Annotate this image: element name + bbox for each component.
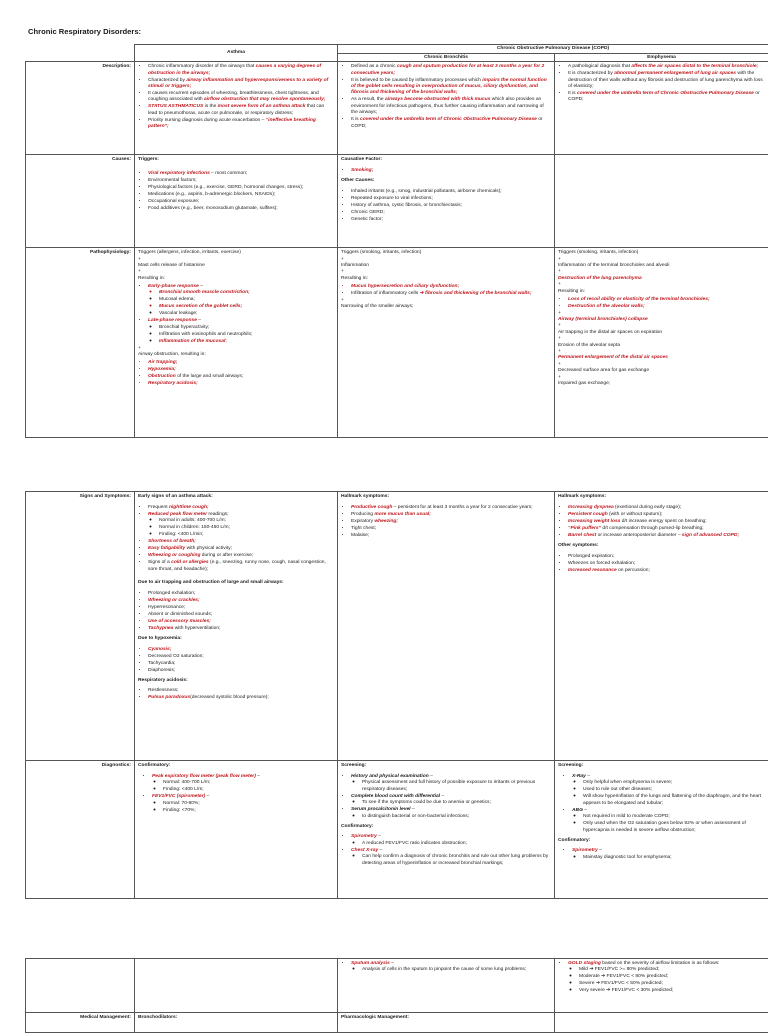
emphysema-diagnostics: Screening: • X-Ray – ◦ Only helpful when emphysema is severe; ◦ Used to rule out other diseases; ◦ Will show hyperinflation of the lungs and flattening of the diaphragm, and the heart appears to be elongated and tubular; • ABG – ◦ Not required in mild to moderate COPD; ◦ Only used when the O2 saturation goes below 92% or when assessment of hypercapnia is needed in severe airflow obstruction; Confirmatory: • Spirometry – ◦ Mainstay diagnostic tool for emphysema;: [555, 761, 768, 899]
bronchitis-diagnostics: Screening: • History and physical examination – ◦ Physical assessment and full history of possible exposure to irritants or previous respiratory diseases; • Complete blood count with differential – ◦ To see if the symptoms could be due to anemia or genetics; • Serum procalcitonin level – ◦ to distinguish bacterial or non-bacterial infections; Confirmatory: • Spirometry – ◦ A reduced FEV1/FVC ratio indicates obstruction; • Chest X-ray – ◦ Can help confirm a diagnosis of chronic bronchitis and rule out other lung problems by detecting areas of hyperinflation or increased bronchial markings;: [338, 761, 555, 899]
table-page-2: [25, 491, 768, 899]
table-page-3: [25, 958, 768, 1033]
header-emphysema: Emphysema: [555, 53, 768, 62]
row-label-pathophysiology: Pathophysiology:: [26, 248, 135, 438]
row-label-signs: Signs and Symptoms:: [26, 492, 135, 761]
emphysema-diagnostics-cont: • GOLD staging based on the severity of airflow limitation is as follows: ◦ Mild ➔ FEV1/FVC >= 80% predicted; ◦ Moderate ➔ FEV1/FVC < 80% predicted; ◦ Severe ➔ FEV1/FVC < 50% predicted; ◦ Very severe ➔ FEV1/FVC < 30% predicted;: [555, 959, 768, 1013]
row-label-diagnostics: Diagnostics:: [26, 761, 135, 899]
corner-cell: [26, 45, 135, 62]
emphysema-signs: Hallmark symptoms: • Increasing dyspnea (exertional during early stage); • Persistent cough (with or without sputum); • Increasing weight loss d/t increase energy spent on breathing; • “Pink puffers” d/t compensation through pursed-lip breathing; • Barrel chest or increase anteroposterior diameter – sign of advanced COPD; Other symptoms: • Prolonged expiration; • Wheezes on forced exhalation; • Increased resonance on percussion;: [555, 492, 768, 761]
row-label-medical-management: Medical Management:: [26, 1013, 135, 1033]
header-chronic-bronchitis: Chronic Bronchitis: [338, 53, 555, 62]
asthma-signs: Early signs of an asthma attack: • Frequent nighttime cough; • Reduced peak flow meter readings; ◦ Normal in adults: 400-700 L/m; ◦ Normal in children: 150-450 L/m; ◦ Finding: <400 L/min; • Shortness of breath; • Easy fatigability with physical activity; • Wheezing or coughing during or after exercise; • Signs of a cold or allergies (e.g., sneezing, runny nose, cough, nasal congestion, sore throat, and headache); Due to air trapping and obstruction of large and small airways: • Prolonged exhalation; • Wheezing or crackles; • Hyperresonance; • Absent or diminished sounds; • Use of accessory muscles; • Tachypnea with hyperventilation; Due to hypoxemia: • Cyanosis; • Decreased O2 saturation; • Tachycardia; • Diaphoresis; Respiratory acidosis: • Restlessness; • Pulsus paradoxus(decreased systolic blood pressure);: [135, 492, 338, 761]
asthma-description: • Chronic inflammatory disorder of the airways that causes a varying degrees of obstruction in the airways; • Characterized by airway inflammation and hyperresponsiveness to a variety of stimuli or triggers; • It causes recurrent episodes of wheezing, breathlessness, chest tightness, and coughing associated with airflow obstruction that may resolve spontaneously; • STATUS ASTHMATICUS is the most severe form of an asthma attack that can lead to pneumothorax, acute cor pulmonale, or respiratory distress; • Priority nursing diagnosis during acute exacerbation – “ineffective breathing pattern”;: [135, 62, 338, 155]
header-copd: Chronic Obstructive Pulmonary Disease (COPD): [338, 45, 768, 54]
continued-label-cell: [26, 959, 135, 1013]
asthma-diagnostics: Confirmatory: • Peak expiratory flow meter (peak flow meter) – ◦ Normal: 400-700 L/m; ◦ Finding: <400 L/m; • FEV1/FVC (spirometer) – ◦ Normal: 70-80%; ◦ Finding: <70%;: [135, 761, 338, 899]
bronchitis-description: • Defined as a chronic cough and sputum production for at least 3 months a year for 2 consecutive years; • It is believed to be caused by inflammatory processes which impairs the normal function of the goblet cells resulting in overproduction of mucus, ciliary dysfunction, and fibrosis and thickening of the bronchial walls; • As a result, the airways become obstructed with thick mucus which also provides an environment for infectious pathogens, thus further causing inflammation and narrowing of the airways; • It is covered under the umbrella term of Chronic Obstructive Pulmonary Disease or COPD;: [338, 62, 555, 155]
emphysema-description: • A pathological diagnosis that affects the air spaces distal to the terminal bronchiole; • It is characterized by abnormal permanent enlargement of lung air spaces with the destruction of their walls without any fibrosis and destruction of lung parenchyma with loss of elasticity; • It is covered under the umbrella term of Chronic Obstructive Pulmonary Disease or COPD;: [555, 62, 768, 155]
bronchitis-signs: Hallmark symptoms: • Productive cough – persistent for at least 3 months a year for 2 consecutive years; • Producing more mucus than usual; • Expiratory wheezing; • Tight chest; • Malaise;: [338, 492, 555, 761]
bronchitis-management: Pharmacologic Management:: [338, 1013, 555, 1033]
bronchitis-causes: Causative Factor: • Smoking; Other Causes: • Inhaled irritants (e.g., smog, industrial pollutants, airborne chemicals); • Repeated exposure to viral infections; • History of asthma, cystic fibrosis, or bronchiectasis; • Chronic GERD; • Genetic factor;: [338, 155, 555, 248]
page-title: Chronic Respiratory Disorders:: [28, 27, 141, 36]
bronchitis-diagnostics-cont: • Sputum analysis – ◦ Analysis of cells in the sputum to pinpoint the cause of some lung problems;: [338, 959, 555, 1013]
emphysema-management: [555, 1013, 768, 1033]
emphysema-pathophysiology: Triggers (smoking, irritants, infection) + Inflammation of the terminal bronchioles and alveoli + Destruction of the lung parenchyma + Resulting in: • Loss of recoil ability or elasticity of the terminal bronchioles; • Destruction of the alveolar walls; + Airway (terminal bronchioles) collapse + Air trapping in the distal air spaces on expiration + Erosion of the alveolar septa + Permanent enlargement of the distal air spaces + Decreased surface area for gas exchange + Impaired gas exchange;: [555, 248, 768, 438]
asthma-pathophysiology: Triggers (allergens, infection, irritants, exercise) + Mast cells release of histamine + Resulting in: • Early-phase response – ◦ Bronchial smooth muscle constriction; ◦ Mucosal edema; ◦ Mucus secretion of the goblet cells; ◦ Vascular leakage; • Late-phase response – ◦ Bronchial hyperactivity; ◦ Infiltration with eosinophils and neutrophils; ◦ Inflammation of the mucosal; + Airway obstruction, resulting in: • Air trapping; • Hypoxemia; • Obstruction of the large and small airways; • Respiratory acidosis;: [135, 248, 338, 438]
emphysema-causes: [555, 155, 768, 248]
row-label-description: Description:: [26, 62, 135, 155]
bronchitis-pathophysiology: Triggers (smoking, irritants, infection) + Inflammation + Resulting in: • Mucus hypersecretion and ciliary dysfunction; • Infiltration of inflammatory cells ➔ fibrosis and thickening of the bronchial walls; + Narrowing of the smaller airways;: [338, 248, 555, 438]
asthma-diagnostics-cont: [135, 959, 338, 1013]
table-page-1: [25, 44, 768, 438]
header-asthma: Asthma: [135, 45, 338, 62]
asthma-management: Bronchodilators:: [135, 1013, 338, 1033]
asthma-causes: Triggers: • Viral respiratory infections – most common; • Environmental factors; • Physiological factors (e.g., exercise, GERD, hormonal changes, stress); • Medications (e.g., aspirin, b-adrenergic blockers, NSAIDs); • Occupational exposure; • Food additives (e.g., beer, monosodium glutamate, sulfites);: [135, 155, 338, 248]
row-label-causes: Causes:: [26, 155, 135, 248]
